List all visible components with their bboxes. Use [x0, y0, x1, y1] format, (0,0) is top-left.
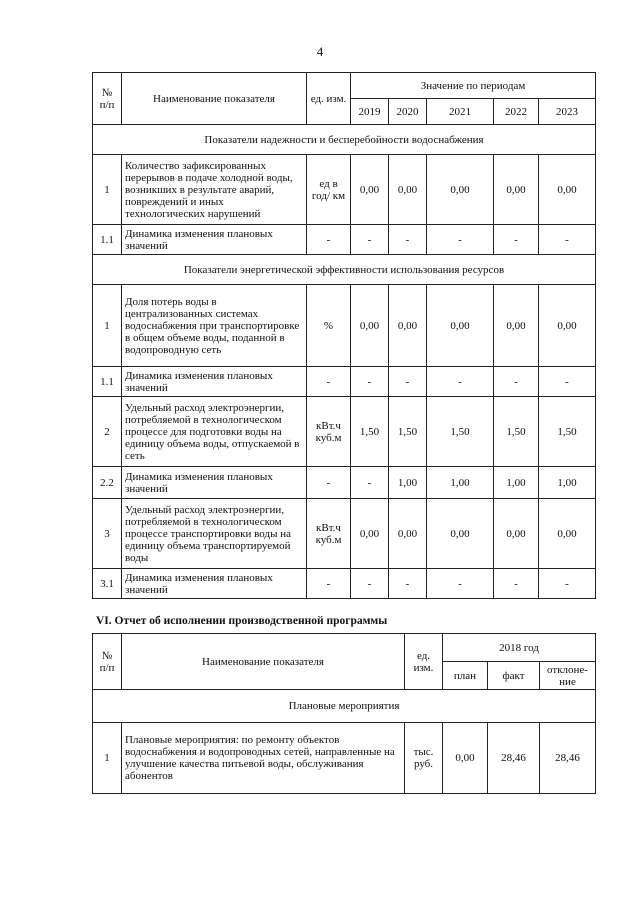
row-name: Удельный расход электроэнергии, потребляемой в технологическом процессе транспортировки воды на единицу объема транспортируемой воды: [122, 499, 307, 569]
row-num: 3: [93, 499, 122, 569]
row-value: 28,46: [488, 723, 540, 794]
row-num: 3.1: [93, 569, 122, 599]
row-name: Количество зафиксированных перерывов в подаче холодной воды, возникших в результате аварий, повреждений и иных технологических нарушений: [122, 155, 307, 225]
program-report-table: [92, 633, 596, 794]
row-value: -: [351, 367, 389, 397]
header-unit: ед. изм.: [405, 634, 443, 690]
table-row: [93, 285, 596, 367]
row-value: -: [351, 467, 389, 499]
row-value: 1,00: [539, 467, 596, 499]
row-value: 1,00: [389, 467, 427, 499]
row-value: 0,00: [351, 285, 389, 367]
row-num: 1: [93, 285, 122, 367]
table-row: [93, 569, 596, 599]
header-num: № п/п: [93, 634, 122, 690]
row-value: 1,50: [539, 397, 596, 467]
row-value: -: [494, 367, 539, 397]
page-number: 4: [316, 44, 324, 59]
row-num: 1: [93, 155, 122, 225]
header-periods: Значение по периодам: [351, 73, 596, 99]
row-value: -: [351, 225, 389, 255]
header-deviation: отклоне-ние: [540, 662, 596, 690]
row-value: 1,50: [389, 397, 427, 467]
row-unit: тыс. руб.: [405, 723, 443, 794]
row-value: 0,00: [351, 155, 389, 225]
table-row: [93, 155, 596, 225]
row-value: 0,00: [539, 155, 596, 225]
section-vi-heading: VI. Отчет об исполнении производственной программы: [96, 615, 388, 627]
row-value: 28,46: [540, 723, 596, 794]
row-unit: -: [307, 569, 351, 599]
row-value: 0,00: [389, 155, 427, 225]
row-value: -: [427, 569, 494, 599]
row-value: 0,00: [351, 499, 389, 569]
row-unit: кВт.ч куб.м: [307, 397, 351, 467]
row-value: -: [494, 569, 539, 599]
row-value: 1,00: [494, 467, 539, 499]
row-name: Плановые мероприятия: по ремонту объектов водоснабжения и водопроводных сетей, направленные на улучшение качества питьевой воды, обслуживания абонентов: [122, 723, 405, 794]
row-name: Динамика изменения плановых значений: [122, 367, 307, 397]
header-name: Наименование показателя: [122, 634, 405, 690]
row-value: -: [427, 367, 494, 397]
row-value: -: [539, 367, 596, 397]
header-fact: факт: [488, 662, 540, 690]
row-unit: -: [307, 225, 351, 255]
row-value: 0,00: [427, 499, 494, 569]
row-value: -: [539, 569, 596, 599]
row-name: Динамика изменения плановых значений: [122, 225, 307, 255]
table-row: [93, 499, 596, 569]
row-value: 0,00: [539, 499, 596, 569]
row-num: 1: [93, 723, 122, 794]
row-name: Удельный расход электроэнергии, потребляемой в технологическом процессе для подготовки воды на единицу объема воды, отпускаемой в сеть: [122, 397, 307, 467]
row-value: -: [389, 225, 427, 255]
row-num: 2: [93, 397, 122, 467]
row-value: 0,00: [427, 155, 494, 225]
row-value: 0,00: [443, 723, 488, 794]
table-row: [93, 723, 596, 794]
row-value: 1,50: [494, 397, 539, 467]
row-value: -: [351, 569, 389, 599]
row-value: -: [389, 367, 427, 397]
row-value: -: [494, 225, 539, 255]
row-value: -: [427, 225, 494, 255]
row-name: Доля потерь воды в централизованных системах водоснабжения при транспортировке в общем объеме воды, поданной в водопроводную сеть: [122, 285, 307, 367]
row-value: -: [539, 225, 596, 255]
table-row: [93, 397, 596, 467]
row-value: -: [389, 569, 427, 599]
header-year: 2022: [494, 99, 539, 125]
row-num: 1.1: [93, 367, 122, 397]
row-value: 0,00: [494, 285, 539, 367]
section-energy-efficiency: Показатели энергетической эффективности использования ресурсов: [93, 255, 596, 285]
row-name: Динамика изменения плановых значений: [122, 467, 307, 499]
section-planned-measures: Плановые мероприятия: [93, 690, 596, 723]
table-row: [93, 225, 596, 255]
row-unit: %: [307, 285, 351, 367]
row-num: 2.2: [93, 467, 122, 499]
row-value: 0,00: [494, 155, 539, 225]
row-unit: кВт.ч куб.м: [307, 499, 351, 569]
header-year: 2018 год: [443, 634, 596, 662]
table-row: [93, 367, 596, 397]
header-num: № п/п: [93, 73, 122, 125]
row-value: 0,00: [389, 499, 427, 569]
section-reliability: Показатели надежности и бесперебойности водоснабжения: [93, 125, 596, 155]
header-unit: ед. изм.: [307, 73, 351, 125]
indicators-table: [92, 72, 596, 599]
row-value: 0,00: [539, 285, 596, 367]
table-row: [93, 467, 596, 499]
header-year: 2023: [539, 99, 596, 125]
row-value: 0,00: [494, 499, 539, 569]
row-value: 0,00: [427, 285, 494, 367]
header-year: 2020: [389, 99, 427, 125]
row-value: 1,00: [427, 467, 494, 499]
header-year: 2019: [351, 99, 389, 125]
row-unit: -: [307, 367, 351, 397]
header-year: 2021: [427, 99, 494, 125]
row-value: 0,00: [389, 285, 427, 367]
header-name: Наименование показателя: [122, 73, 307, 125]
row-value: 1,50: [427, 397, 494, 467]
row-value: 1,50: [351, 397, 389, 467]
row-unit: ед в год/ км: [307, 155, 351, 225]
row-num: 1.1: [93, 225, 122, 255]
row-name: Динамика изменения плановых значений: [122, 569, 307, 599]
header-plan: план: [443, 662, 488, 690]
row-unit: -: [307, 467, 351, 499]
